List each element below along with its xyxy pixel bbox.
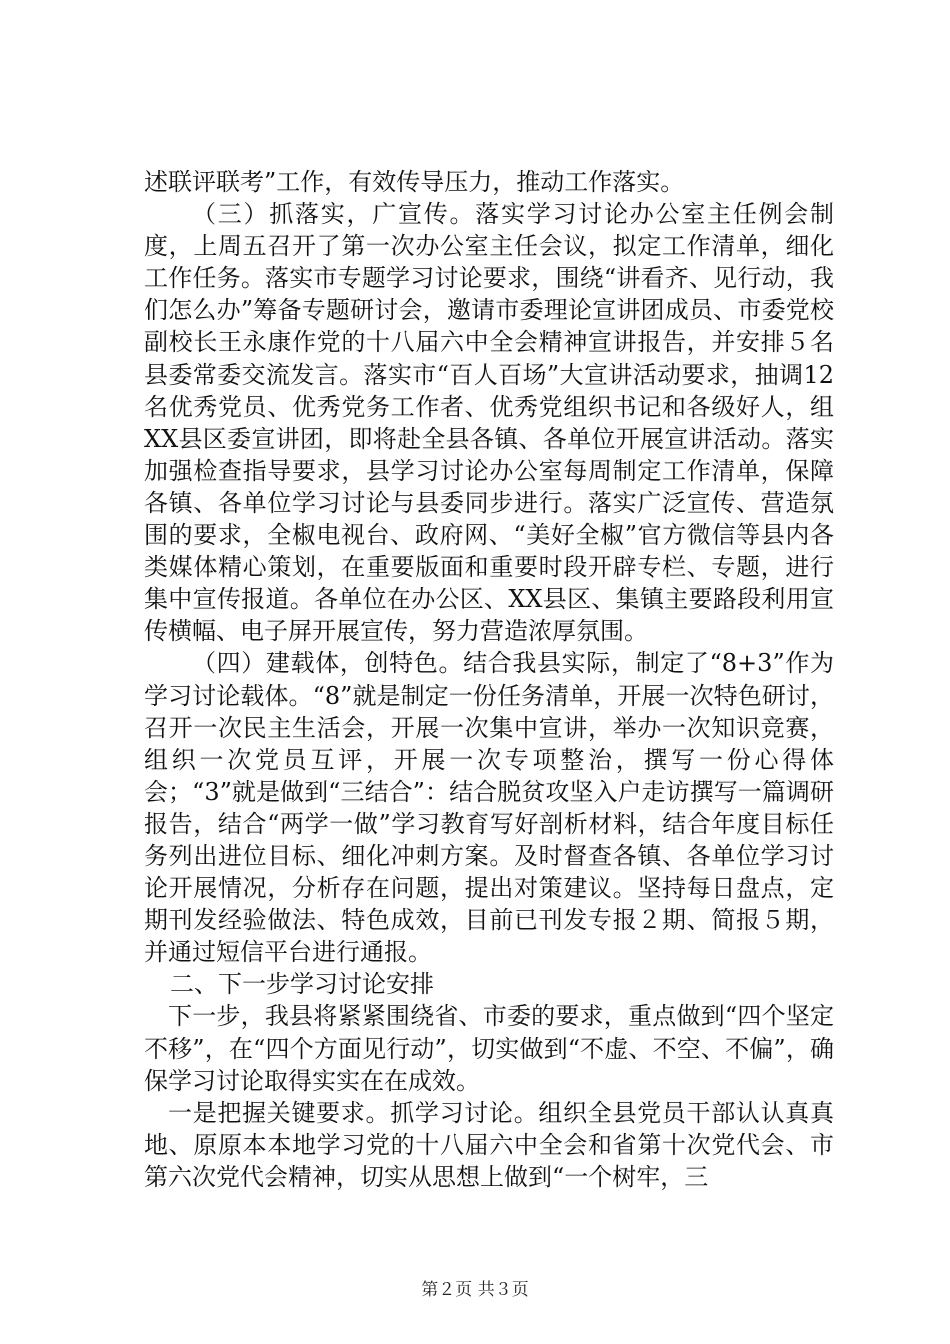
paragraph-section-3: （三）抓落实，广宣传。落实学习讨论办公室主任例会制度，上周五召开了第一次办公室主任会议，拟定工作清单，细化工作任务。落实市专题学习讨论要求，围绕“讲看齐、见行动，我们怎么办”筹备专题研讨会，邀请市委理论宣讲团成员、市委党校副校长王永康作党的十八届六中全会精神宣讲报告，并安排５名县委常委交流发言。落实市“百人百场”大宣讲活动要求，抽调12名优秀党员、优秀党务工作者、优秀党组织书记和各级好人，组XX县区委宣讲团，即将赴全县各镇、各单位开展宣讲活动。落实加强检查指导要求，县学习讨论办公室每周制定工作清单，保障各镇、各单位学习讨论与县委同步进行。落实广泛宣传、营造氛围的要求，全椒电视台、政府网、“美好全椒”官方微信等县内各类媒体精心策划，在重要版面和重要时段开辟专栏、专题，进行集中宣传报道。各单位在办公区、XX县区、集镇主要路段利用宣传横幅、电子屏开展宣传，努力营造浓厚氛围。: [144, 200, 834, 646]
paragraph-key-requirements: 一是把握关键要求。抓学习讨论。组织全县党员干部认认真真地、原原本本地学习党的十八届六中全会和省第十次党代会、市第六次党代会精神，切实从思想上做到“一个树牢，三: [144, 1098, 834, 1191]
paragraph-continuation: 述联评联考”工作，有效传导压力，推动工作落实。: [144, 168, 685, 196]
page-footer: 第２页 共３页: [421, 1280, 529, 1300]
section-heading-next-steps: 二、下一步学习讨论安排: [170, 970, 434, 999]
paragraph-section-4: （四）建载体，创特色。结合我县实际，制定了“8+3”作为学习讨论载体。“8”就是制定一份任务清单，开展一次特色研讨，召开一次民主生活会，开展一次集中宣讲，举办一次知识竞赛，组织一次党员互评，开展一次专项整治，撰写一份心得体会；“3”就是做到“三结合”：结合脱贫攻坚入户走访撰写一篇调研报告，结合“两学一做”学习教育写好剖析材料，结合年度目标任务列出进位目标、细化冲刺方案。及时督查各镇、各单位学习讨论开展情况，分析存在问题，提出对策建议。坚持每日盘点，定期刊发经验做法、特色成效，目前已刊发专报２期、简报５期，并通过短信平台进行通报。: [144, 649, 834, 967]
paragraph-next-steps: 下一步，我县将紧紧围绕省、市委的要求，重点做到“四个坚定不移”，在“四个方面见行动”，切实做到“不虚、不空、不偏”，确保学习讨论取得实实在在成效。: [144, 1002, 834, 1095]
document-body: [144, 166, 834, 1193]
